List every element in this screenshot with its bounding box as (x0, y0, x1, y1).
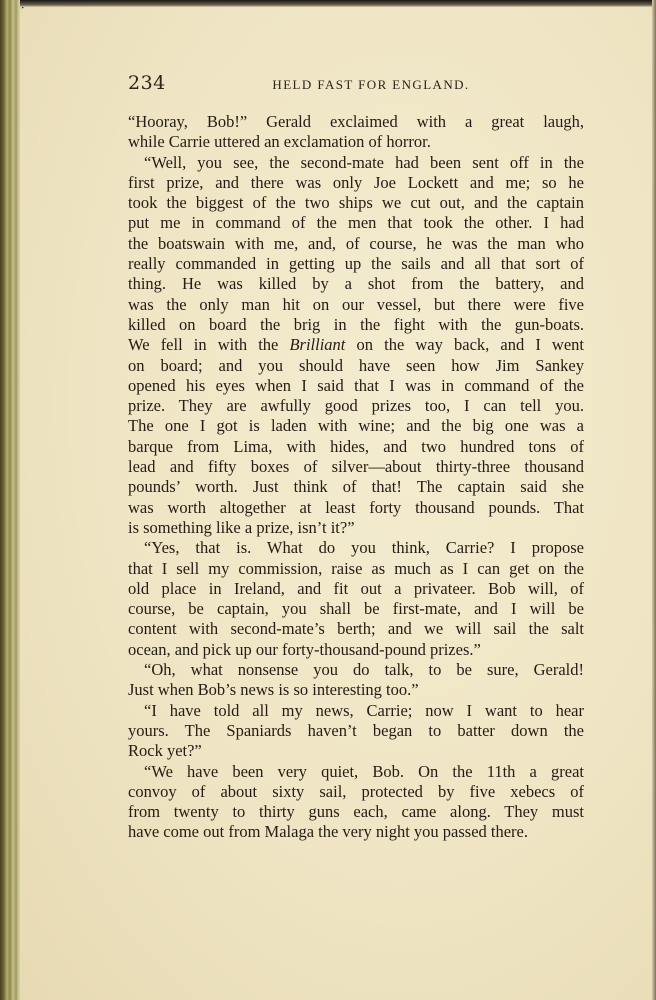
text-line: “Oh, what nonsense you do talk, to be sure, Gerald! (144, 660, 584, 680)
text-line: old place in Ireland, and fit out a privateer. Bob will, of (128, 578, 584, 598)
text-line: Just when Bob’s news is so interesting too.” (128, 680, 419, 700)
text-line: “Hooray, Bob!” Gerald exclaimed with a great laugh, (128, 112, 584, 131)
ship-name-italic: Brilliant (289, 335, 346, 355)
text-line: killed on board the brig in the fight with the gun-boats. (128, 314, 584, 334)
body-text (128, 112, 584, 843)
text-line: “I have told all my news, Carrie; now I want to hear (144, 700, 584, 720)
page-number: 234 (128, 72, 166, 94)
text-line: that I sell my commission, raise as much as I can get on the (128, 558, 584, 578)
text-line: yours. The Spaniards haven’t began to batter down the (128, 720, 584, 740)
text-line: “We have been very quiet, Bob. On the 11th a great (144, 761, 584, 781)
text-line: have come out from Malaga the very night you passed there. (128, 822, 528, 842)
text-line: opened his eyes when I said that I was in command of the (128, 375, 584, 395)
text-line: first prize, and there was only Joe Lockett and me; so he (128, 172, 584, 192)
text-line: was worth altogether at least forty thousand pounds. That (128, 497, 584, 517)
page-top-edge (20, 0, 656, 7)
text-line: Rock yet?” (128, 741, 202, 761)
text-line: The one I got is laden with wine; and the big one was a (128, 416, 584, 436)
text-line: was the only man hit on our vessel, but there were five (128, 294, 584, 314)
text-line: content with second-mate’s berth; and we will sail the salt (128, 619, 584, 639)
text-line: “Well, you see, the second-mate had been sent off in the (144, 152, 584, 172)
text-line: while Carrie uttered an exclamation of horror. (128, 132, 431, 152)
text-line: “Yes, that is. What do you think, Carrie? I propose (144, 538, 584, 558)
text-line: lead and fifty boxes of silver—about thirty-three thousand (128, 457, 584, 477)
page-right-edge (652, 0, 656, 1000)
running-title: HELD FAST FOR ENGLAND. (272, 77, 470, 92)
text-line: on board; and you should have seen how Jim Sankey (128, 355, 584, 375)
text-line: barque from Lima, with hides, and two hundred tons of (128, 436, 584, 456)
text-line: thing. He was killed by a shot from the battery, and (128, 274, 584, 294)
text-line: ocean, and pick up our forty-thousand-pound prizes.” (128, 639, 481, 659)
book-spine-edge (0, 0, 22, 1000)
text-run: on the way back, and I went (345, 335, 585, 355)
text-line: pounds’ worth. Just think of that! The captain said she (128, 477, 584, 497)
text-line: from twenty to thirty guns each, came along. They must (128, 802, 584, 822)
text-run: We fell in with the (128, 335, 290, 355)
text-line: put me in command of the men that took the other. I had (128, 213, 584, 233)
text-line: convoy of about sixty sail, protected by five xebecs of (128, 781, 584, 801)
text-line: is something like a prize, isn’t it?” (128, 517, 355, 537)
page-header (128, 72, 584, 98)
text-line: really commanded in getting up the sails and all that sort of (128, 254, 584, 274)
text-line: prize. They are awfully good prizes too, I can tell you. (128, 396, 584, 416)
text-line (128, 335, 584, 355)
text-line: took the biggest of the two ships we cut out, and the captain (128, 193, 584, 213)
text-line: course, be captain, you shall be first-mate, and I will be (128, 599, 584, 619)
text-line: the boatswain with me, and, of course, he was the man who (128, 233, 584, 253)
